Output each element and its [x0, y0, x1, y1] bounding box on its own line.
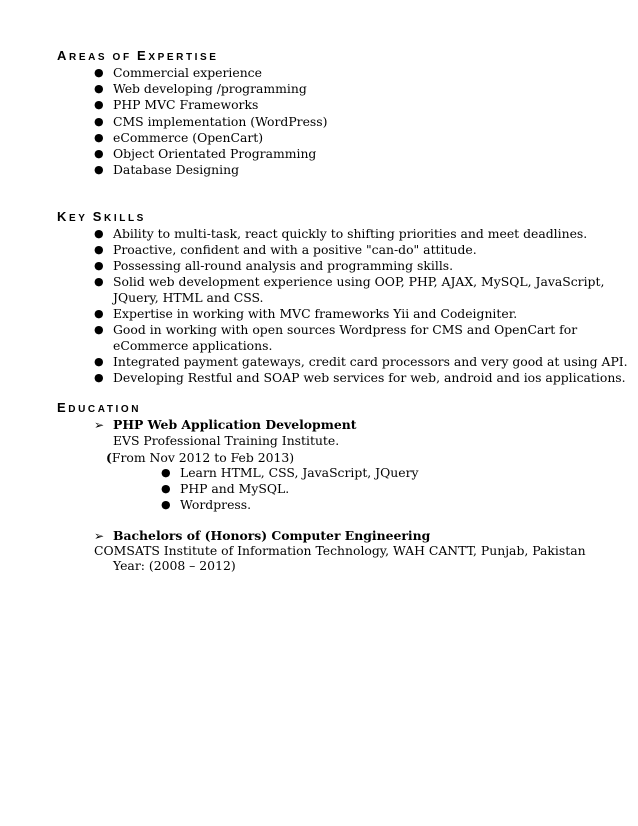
- skill-item: Expertise in working with MVC frameworks Yii and Codeigniter.: [113, 306, 518, 321]
- skill-item: Solid web development experience using OOP, PHP, AJAX, MySQL, JavaScript,: [113, 274, 605, 289]
- areas-of-expertise-heading: AREAS OF EXPERTISE: [57, 48, 219, 63]
- bullet-icon: ●: [94, 227, 104, 240]
- bullet-icon: ●: [94, 82, 104, 95]
- bullet-icon: ●: [94, 243, 104, 256]
- bullet-icon: ●: [94, 307, 104, 320]
- skill-item-continuation: eCommerce applications.: [113, 338, 273, 353]
- expertise-item: Web developing /programming: [113, 81, 307, 96]
- skill-item-continuation: JQuery, HTML and CSS.: [113, 290, 264, 305]
- bullet-icon: ●: [94, 163, 104, 176]
- bullet-icon: ●: [94, 259, 104, 272]
- education-topic-item: Wordpress.: [180, 497, 252, 512]
- education-institute: EVS Professional Training Institute.: [113, 433, 340, 448]
- education-topic-item: PHP and MySQL.: [180, 481, 290, 496]
- bullet-icon: ●: [94, 323, 104, 336]
- expertise-item: PHP MVC Frameworks: [113, 97, 259, 112]
- bullet-icon: ●: [94, 115, 104, 128]
- education-topic-item: Learn HTML, CSS, JavaScript, JQuery: [180, 465, 419, 480]
- education-institute: COMSATS Institute of Information Technology, WAH CANTT, Punjab, Pakistan: [94, 543, 586, 558]
- bullet-icon: ●: [161, 466, 171, 479]
- bullet-icon: ●: [94, 66, 104, 79]
- skill-item: Ability to multi-task, react quickly to shifting priorities and meet deadlines.: [113, 226, 588, 241]
- bullet-icon: ●: [161, 482, 171, 495]
- bullet-icon: ●: [161, 498, 171, 511]
- education-title: PHP Web Application Development: [113, 417, 357, 432]
- arrow-bullet-icon: ➢: [94, 418, 105, 432]
- bullet-icon: ●: [94, 98, 104, 111]
- skill-item: Integrated payment gateways, credit card processors and very good at using API.: [113, 354, 628, 369]
- bullet-icon: ●: [94, 355, 104, 368]
- arrow-bullet-icon: ➢: [94, 529, 105, 543]
- education-year: Year: (2008 – 2012): [113, 558, 236, 573]
- expertise-item: CMS implementation (WordPress): [113, 114, 328, 129]
- expertise-item: eCommerce (OpenCart): [113, 130, 264, 145]
- bullet-icon: ●: [94, 147, 104, 160]
- bullet-icon: ●: [94, 131, 104, 144]
- bullet-icon: ●: [94, 371, 104, 384]
- skill-item: Proactive, confident and with a positive "can-do" attitude.: [113, 242, 477, 257]
- key-skills-heading: KEY SKILLS: [57, 209, 146, 224]
- expertise-item: Database Designing: [113, 162, 240, 177]
- skill-item: Good in working with open sources Wordpress for CMS and OpenCart for: [113, 322, 578, 337]
- skill-item: Possessing all-round analysis and programming skills.: [113, 258, 454, 273]
- expertise-item: Commercial experience: [113, 65, 262, 80]
- education-period: (From Nov 2012 to Feb 2013): [106, 450, 295, 465]
- expertise-item: Object Orientated Programming: [113, 146, 317, 161]
- skill-item: Developing Restful and SOAP web services for web, android and ios applications.: [113, 370, 626, 385]
- education-heading: EDUCATION: [57, 400, 142, 415]
- education-title: Bachelors of (Honors) Computer Engineering: [113, 528, 431, 543]
- bullet-icon: ●: [94, 275, 104, 288]
